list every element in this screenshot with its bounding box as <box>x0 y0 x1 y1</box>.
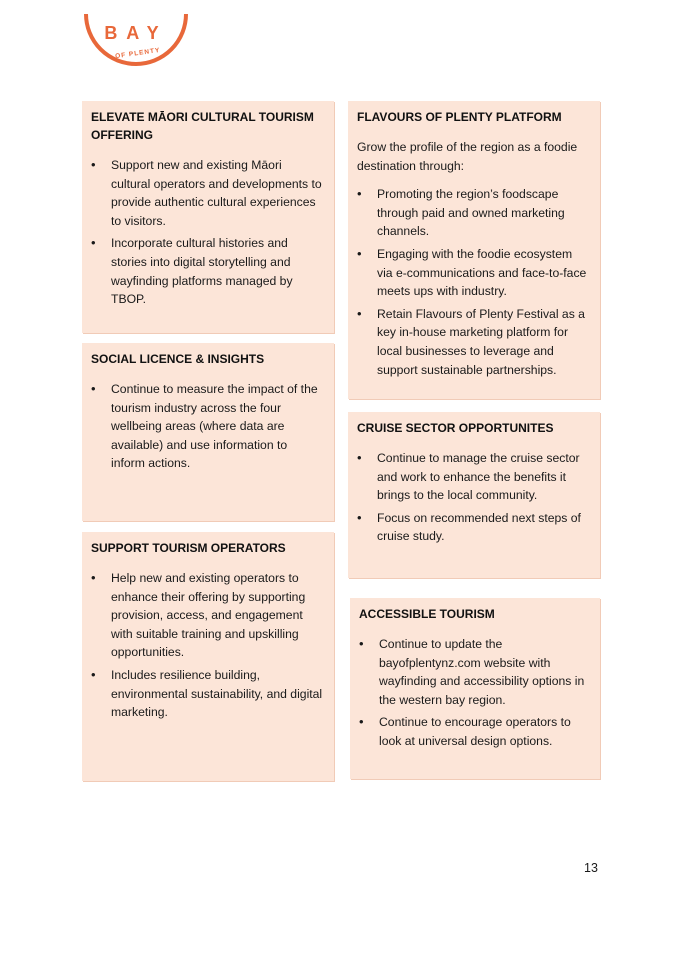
list-item: • Support new and existing Māori cultural operators and developments to provide authentic cultural experiences to visitors. <box>91 156 324 230</box>
list-item: • Continue to manage the cruise sector and work to enhance the benefits it brings to the local community. <box>357 449 590 505</box>
section-flavours-of-plenty <box>348 101 600 399</box>
bullet-list <box>91 156 324 309</box>
bullet-list <box>357 185 590 379</box>
section-title: FLAVOURS OF PLENTY PLATFORM <box>357 110 562 124</box>
section-cruise-sector <box>348 412 600 578</box>
logo-wordmark: BAY <box>104 23 168 43</box>
bullet-list <box>91 569 324 722</box>
list-item: • Continue to encourage operators to look at universal design options. <box>359 713 590 750</box>
bullet-list <box>91 380 324 473</box>
list-item: • Incorporate cultural histories and stories into digital storytelling and wayfinding platforms managed by TBOP. <box>91 234 324 308</box>
logo-subtext: OF PLENTY <box>114 46 161 61</box>
list-item: • Continue to measure the impact of the tourism industry across the four wellbeing areas (where data are available) and use information to inform actions. <box>91 380 324 473</box>
page-number: 13 <box>584 861 598 875</box>
list-item: • Promoting the region’s foodscape through paid and owned marketing channels. <box>357 185 590 241</box>
bullet-list <box>359 635 590 751</box>
list-item: • Engaging with the foodie ecosystem via e-communications and face-to-face meets ups with industry. <box>357 245 590 301</box>
list-item: • Includes resilience building, environmental sustainability, and digital marketing. <box>91 666 324 722</box>
section-accessible-tourism <box>350 598 600 779</box>
section-support-operators <box>82 532 334 781</box>
section-title: CRUISE SECTOR OPPORTUNITES <box>357 421 554 435</box>
section-social-licence <box>82 343 334 521</box>
list-item: • Focus on recommended next steps of cruise study. <box>357 509 590 546</box>
section-intro: Grow the profile of the region as a foodie destination through: <box>357 140 578 173</box>
section-title: SOCIAL LICENCE & INSIGHTS <box>91 352 265 366</box>
section-title: SUPPORT TOURISM OPERATORS <box>91 541 286 555</box>
section-title: ACCESSIBLE TOURISM <box>359 607 495 621</box>
list-item: • Continue to update the bayofplentynz.com website with wayfinding and accessibility options in the western bay region. <box>359 635 590 709</box>
bay-of-plenty-logo <box>82 12 190 74</box>
list-item: • Help new and existing operators to enhance their offering by supporting provision, access, and engagement with suitable training and upskilling opportunities. <box>91 569 324 662</box>
section-maori-cultural-tourism <box>82 101 334 333</box>
section-title: ELEVATE MĀORI CULTURAL TOURISM OFFERING <box>91 110 314 142</box>
bullet-list <box>357 449 590 546</box>
list-item: • Retain Flavours of Plenty Festival as a key in-house marketing platform for local businesses to leverage and support sustainable partnerships. <box>357 305 590 379</box>
